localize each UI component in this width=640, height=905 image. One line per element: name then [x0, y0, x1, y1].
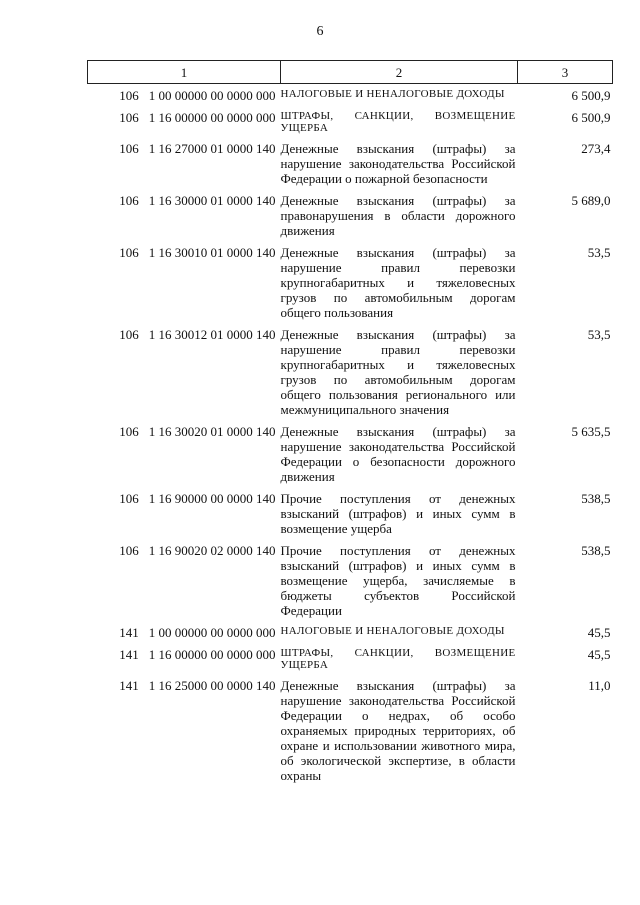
budget-code-cell	[88, 625, 281, 647]
revenue-classification-code: 1 16 00000 00 0000 000	[148, 110, 276, 125]
amount-cell: 53,5	[587, 327, 611, 342]
table-row	[88, 327, 613, 424]
table-row	[88, 678, 613, 790]
revenue-classification-code: 1 00 00000 00 0000 000	[148, 88, 276, 103]
administrator-code: 106	[119, 327, 139, 342]
amount-cell: 11,0	[588, 678, 611, 693]
revenue-name-cell: Денежные взыскания (штрафы) за нарушение правил перевозки крупногабаритных и тяжеловесных грузов по автомобильным дорогам общего пользования регионального или межмуниципального значения	[280, 327, 516, 417]
amount-cell: 273,4	[581, 141, 611, 156]
amount-cell: 5 635,5	[571, 424, 611, 439]
revenue-classification-code: 1 16 27000 01 0000 140	[148, 141, 276, 156]
budget-code-cell	[88, 491, 281, 543]
budget-code-cell	[88, 543, 281, 625]
amount-cell: 45,5	[587, 647, 611, 662]
administrator-code: 106	[119, 543, 139, 558]
revenue-table	[87, 60, 613, 790]
column-header-2: 2	[281, 61, 518, 84]
amount-cell: 538,5	[581, 491, 611, 506]
amount-cell: 45,5	[587, 625, 611, 640]
revenue-classification-code: 1 16 00000 00 0000 000	[148, 647, 276, 662]
table-row	[88, 193, 613, 245]
administrator-code: 106	[119, 88, 139, 103]
revenue-name-cell: НАЛОГОВЫЕ И НЕНАЛОГОВЫЕ ДОХОДЫ	[280, 625, 505, 637]
table-row	[88, 245, 613, 327]
revenue-classification-code: 1 16 90000 00 0000 140	[148, 491, 276, 506]
budget-code-cell	[88, 193, 281, 245]
revenue-name-cell: Прочие поступления от денежных взысканий (штрафов) и иных сумм в возмещение ущерба	[280, 491, 516, 536]
administrator-code: 106	[119, 245, 139, 260]
table-row	[88, 110, 613, 141]
table-row	[88, 141, 613, 193]
revenue-name-cell: Денежные взыскания (штрафы) за правонарушения в области дорожного движения	[280, 193, 516, 238]
revenue-name-cell: НАЛОГОВЫЕ И НЕНАЛОГОВЫЕ ДОХОДЫ	[280, 88, 505, 100]
column-header-1: 1	[88, 61, 281, 84]
table-row	[88, 424, 613, 491]
revenue-name-cell: Денежные взыскания (штрафы) за нарушение законодательства Российской Федерации о недрах, об особо охраняемых природных территориях, об охране и использовании животного мира, об экологической экспертизе, в области охраны	[280, 678, 516, 783]
administrator-code: 141	[119, 625, 139, 640]
budget-code-cell	[88, 245, 281, 327]
table-row	[88, 84, 613, 111]
column-header-3: 3	[518, 61, 613, 84]
amount-cell: 5 689,0	[571, 193, 611, 208]
administrator-code: 106	[119, 141, 139, 156]
revenue-name-cell: ШТРАФЫ, САНКЦИИ, ВОЗМЕЩЕНИЕ УЩЕРБА	[280, 647, 516, 671]
budget-code-cell	[88, 84, 281, 111]
revenue-classification-code: 1 00 00000 00 0000 000	[148, 625, 276, 640]
amount-cell: 6 500,9	[571, 88, 611, 103]
budget-code-cell	[88, 424, 281, 491]
administrator-code: 141	[119, 678, 139, 693]
page-number: 6	[316, 24, 324, 39]
amount-cell: 6 500,9	[571, 110, 611, 125]
revenue-classification-code: 1 16 90020 02 0000 140	[148, 543, 276, 558]
table-row	[88, 625, 613, 647]
budget-code-cell	[88, 141, 281, 193]
revenue-name-cell: Денежные взыскания (штрафы) за нарушение законодательства Российской Федерации о безопасности дорожного движения	[280, 424, 516, 484]
table-header-row	[88, 61, 613, 84]
revenue-name-cell: Денежные взыскания (штрафы) за нарушение правил перевозки крупногабаритных и тяжеловесных грузов по автомобильным дорогам общего пользования	[280, 245, 516, 320]
administrator-code: 106	[119, 193, 139, 208]
revenue-classification-code: 1 16 30000 01 0000 140	[148, 193, 276, 208]
revenue-classification-code: 1 16 30020 01 0000 140	[148, 424, 276, 439]
table-row	[88, 491, 613, 543]
administrator-code: 106	[119, 491, 139, 506]
budget-code-cell	[88, 327, 281, 424]
budget-code-cell	[88, 678, 281, 790]
revenue-classification-code: 1 16 25000 00 0000 140	[148, 678, 276, 693]
revenue-name-cell: Денежные взыскания (штрафы) за нарушение законодательства Российской Федерации о пожарной безопасности	[280, 141, 516, 186]
administrator-code: 141	[119, 647, 139, 662]
revenue-name-cell: Прочие поступления от денежных взысканий (штрафов) и иных сумм в возмещение ущерба, зачисляемые в бюджеты субъектов Российской Федерации	[280, 543, 516, 618]
table-row	[88, 647, 613, 678]
budget-code-cell	[88, 110, 281, 141]
administrator-code: 106	[119, 424, 139, 439]
budget-code-cell	[88, 647, 281, 678]
table-row	[88, 543, 613, 625]
amount-cell: 538,5	[581, 543, 611, 558]
revenue-classification-code: 1 16 30010 01 0000 140	[148, 245, 276, 260]
revenue-name-cell: ШТРАФЫ, САНКЦИИ, ВОЗМЕЩЕНИЕ УЩЕРБА	[280, 110, 516, 134]
administrator-code: 106	[119, 110, 139, 125]
amount-cell: 53,5	[587, 245, 611, 260]
revenue-classification-code: 1 16 30012 01 0000 140	[148, 327, 276, 342]
table-body	[88, 84, 613, 791]
